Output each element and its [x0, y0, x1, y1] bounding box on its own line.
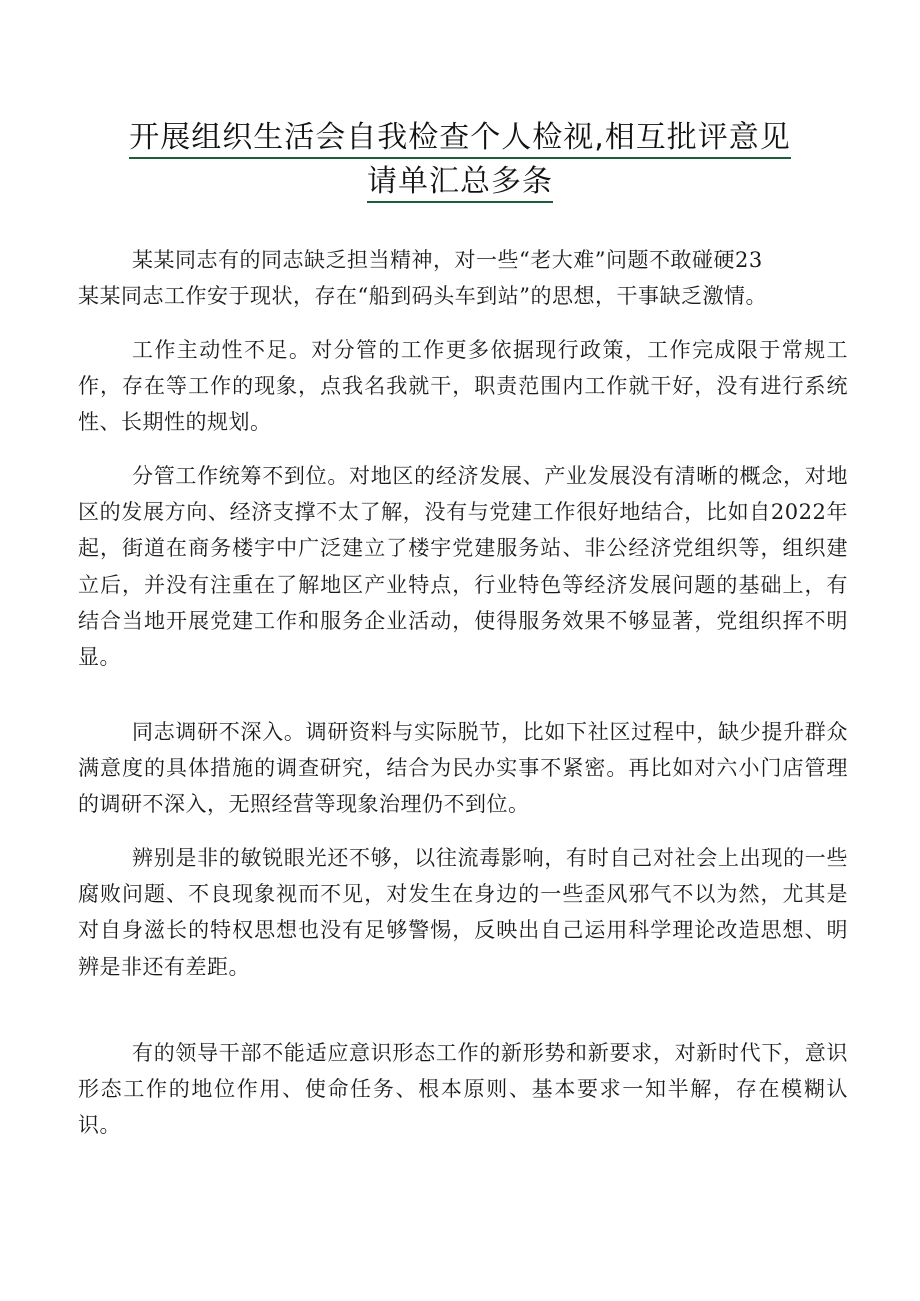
paragraph-7: 有的领导干部不能适应意识形态工作的新形势和新要求，对新时代下，意识形态工作的地位作用、使命任务、根本原则、基本要求一知半解，存在模糊认识。 [78, 1041, 848, 1138]
title-text-2: 请单汇总多条 [367, 164, 553, 203]
paragraph-1: 某某同志有的同志缺乏担当精神，对一些“老大难”问题不敢碰硬23 [132, 248, 763, 272]
paragraph-2: 某某同志工作安于现状，存在“船到码头车到站”的思想，干事缺乏激情。 [78, 284, 767, 308]
paragraph-4: 分管工作统筹不到位。对地区的经济发展、产业发展没有清晰的概念，对地区的发展方向、经济支撑不太了解，没有与党建工作很好地结合，比如自2022年起，街道在商务楼宇中广泛建立了楼宇党建服务站、非公经济党组织等，组织建立后，并没有注重在了解地区产业特点，行业特色等经济发展问题的基础上，有结合当地开展党建工作和服务企业活动，使得服务效果不够显著，党组织挥不明显。 [78, 464, 848, 670]
document-title-line-2 [0, 156, 920, 200]
paragraph-6: 辨别是非的敏锐眼光还不够，以往流毒影响，有时自己对社会上出现的一些腐败问题、不良现象视而不见，对发生在身边的一些歪风邪气不以为然，尤其是对自身滋长的特权思想也没有足够警惕，反映出自己运用科学理论改造思想、明辨是非还有差距。 [78, 846, 848, 979]
title-text-1: 开展组织生活会自我检查个人检视,相互批评意见 [129, 120, 791, 159]
document-title-line-1 [0, 112, 920, 156]
paragraph-5: 同志调研不深入。调研资料与实际脱节，比如下社区过程中，缺少提升群众满意度的具体措施的调查研究，结合为民办实事不紧密。再比如对六小门店管理的调研不深入，无照经营等现象治理仍不到位。 [78, 720, 848, 817]
paragraph-3: 工作主动性不足。对分管的工作更多依据现行政策，工作完成限于常规工作，存在等工作的现象，点我名我就干，职责范围内工作就干好，没有进行系统性、长期性的规划。 [78, 338, 848, 435]
